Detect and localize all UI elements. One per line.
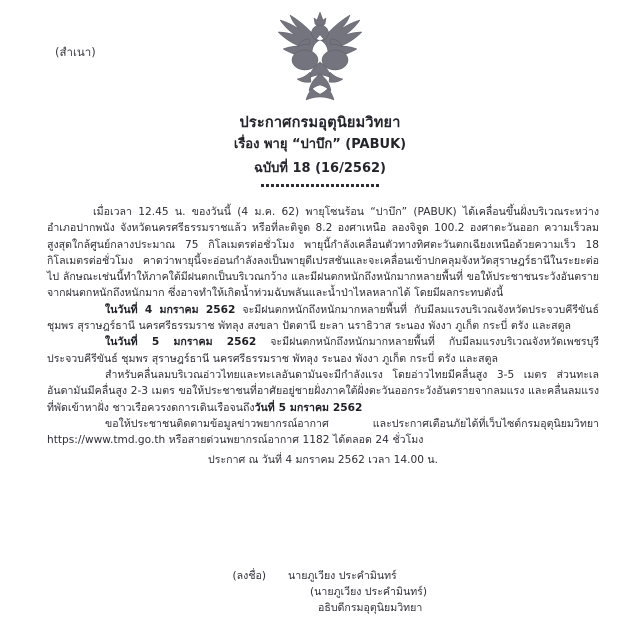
signature-block xyxy=(0,568,640,617)
signature-label: (ลงชื่อ) xyxy=(232,570,266,582)
paragraph-sea-waves-text: สำหรับคลื่นลมบริเวณอ่าวไทยและทะเลอันดามันจะมีกำลังแรง โดยอ่าวไทยมีคลื่นสูง 3-5 เมตร ส่วนทะเลอันดามันมีคลื่นสูง 2-3 เมตร ขอให้ประชาชนที่อาศัยอยู่ชายฝั่งภาคใต้ฝั่งตะวันออกระวังอันตรายจากลมแรง และคลื่นลมแรงที่พัดเข้าหาฝั่ง ชาวเรือควรงดการเดินเรือจนถึง xyxy=(47,368,599,414)
paragraph-jan-4 xyxy=(47,302,599,335)
date-jan-4-bold: ในวันที่ 4 มกราคม 2562 xyxy=(105,303,236,316)
garuda-emblem xyxy=(268,8,372,108)
date-jan-5-bold: ในวันที่ 5 มกราคม 2562 xyxy=(105,336,257,349)
document-heading xyxy=(0,112,640,187)
signature-name: นายภูเวียง ประคำมินทร์ xyxy=(288,570,397,582)
signature-name-parenthesized: (นายภูเวียง ประคำมินทร์) xyxy=(310,586,428,599)
paragraph-contact-info: ขอให้ประชาชนติดตามข้อมูลข่าวพยากรณ์อากาศ และประกาศเตือนภัยได้ที่เว็บไซต์กรมอุตุนิยมวิทยา https://www.tmd.go.th หรือสายด่วนพยากรณ์อากาศ 1182 ได้ตลอด 24 ชั่วโมง xyxy=(47,417,599,447)
signature-row xyxy=(0,568,640,584)
document-body xyxy=(47,204,599,469)
document-issue-number: ฉบับที่ 18 (16/2562) xyxy=(254,161,386,177)
heading-divider xyxy=(261,184,379,187)
announcement-datetime: ประกาศ ณ วันที่ 4 มกราคม 2562 เวลา 14.00 น. xyxy=(208,454,438,467)
paragraph-jan-4-text: จะมีฝนตกหนักถึงหนักมากหลายพื้นที่ กับมีลมแรงบริเวณจังหวัดประจวบคีรีขันธ์ ชุมพร สุราษฎร์ธานี นครศรีธรรมราช พัทลุง สงขลา ปัตตานี ยะลา นราธิวาส ระนอง พังงา ภูเก็ต กระบี่ ตรัง และสตูล xyxy=(47,303,600,333)
page-title: ประกาศกรมอุตุนิยมวิทยา xyxy=(239,115,401,131)
emblem-container xyxy=(0,8,640,108)
document-subject: เรื่อง พายุ “ปาบึก” (PABUK) xyxy=(233,137,407,153)
date-jan-5-sailing-bold: วันที่ 5 มกราคม 2562 xyxy=(254,401,363,414)
paragraph-storm-position: เมื่อเวลา 12.45 น. ของวันนี้ (4 ม.ค. 62) พายุโซนร้อน “ปาบึก” (PABUK) ได้เคลื่อนขึ้นฝั่งบริเวณระหว่างอำเภอปากพนัง จังหวัดนครศรีธรรมราชแล้ว หรือที่ละติจูด 8.2 องศาเหนือ ลองจิจูด 100.2 องศาตะวันออก ความเร็วลมสูงสุดใกล้ศูนย์กลางประมาณ 75 กิโลเมตรต่อชั่วโมง พายุนี้กำลังเคลื่อนตัวทางทิศตะวันตกเฉียงเหนือด้วยความเร็ว 18 กิโลเมตรต่อชั่วโมง คาดว่าพายุนี้จะอ่อนกำลังลงเป็นพายุดีเปรสชันและจะเคลื่อนเข้าปกคลุมจังหวัดสุราษฎร์ธานีในระยะต่อไป ลักษณะเช่นนี้ทำให้ภาคใต้มีฝนตกเป็นบริเวณกว้าง และมีฝนตกหนักถึงหนักมากหลายพื้นที่ ขอให้ประชาชนระวังอันตรายจากฝนตกหนักถึงหนักมาก ซึ่งอาจทำให้เกิดน้ำท่วมฉับพลันและน้ำป่าไหลหลากได้ โดยมีผลกระทบดังนี้ xyxy=(47,206,599,300)
paragraph-jan-5-text: จะมีฝนตกหนักถึงหนักมากหลายพื้นที่ กับมีลมแรงบริเวณจังหวัดเพชรบุรี ประจวบคีรีขันธ์ ชุมพร สุราษฎร์ธานี นครศรีธรรมราช พัทลุง ระนอง พังงา ภูเก็ต กระบี่ ตรัง และสตูล xyxy=(47,336,600,365)
paragraph-jan-5 xyxy=(47,334,599,367)
paragraph-sea-waves xyxy=(47,367,599,416)
copy-mark: (สำเนา) xyxy=(55,45,96,59)
signature-position: อธิบดีกรมอุตุนิยมวิทยา xyxy=(318,602,423,615)
